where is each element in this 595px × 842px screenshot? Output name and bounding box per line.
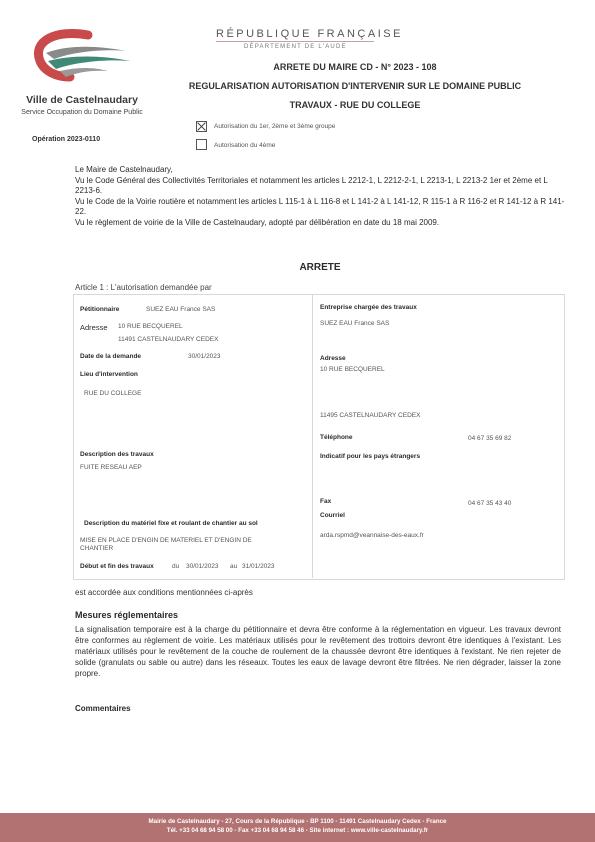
mesures-text: La signalisation temporaire est à la charge du pétitionnaire et devra être conforme à la réglementation en vigueur. Les travaux devront être conformes au règlement de voirie. Les matériaux utilisés pour le revêtement des trottoirs devront être identiques à l'existant. Les matériaux utilisés pour le revêtement de la couche de roulement de la chaussée devront être identiques à l'existant. Ne rien rejeter de solide (granulats ou sable ou autre) dans les réseaux. Toutes les eaux de lavage devront être filtrées. Ne rien dégrader, laisser la zone propre. bbox=[75, 625, 561, 678]
telephone-value: 04 67 35 69 82 bbox=[468, 435, 512, 442]
checkbox-groupe-4-label: Autorisation du 4ème bbox=[214, 142, 276, 149]
description-travaux-label: Description des travaux bbox=[80, 451, 154, 458]
adresse-line1: 10 RUE BECQUEREL bbox=[118, 323, 183, 330]
entreprise-adresse-value: 10 RUE BECQUEREL bbox=[320, 366, 385, 373]
entreprise-adresse-label: Adresse bbox=[320, 355, 346, 362]
fax-label: Fax bbox=[320, 498, 332, 505]
checkbox-groupes-1-3-label: Autorisation du 1er, 2ème et 3ème groupe bbox=[214, 123, 336, 130]
petitionnaire-label: Pétitionnaire bbox=[80, 306, 120, 313]
intro-visas bbox=[75, 165, 570, 228]
service-name: Service Occupation du Domaine Public bbox=[21, 109, 143, 116]
castelnaudary-logo bbox=[26, 27, 138, 91]
entreprise-ville: 11495 CASTELNAUDARY CEDEX bbox=[320, 412, 421, 419]
article-1: Article 1 : L'autorisation demandée par bbox=[75, 283, 212, 292]
courriel-value: arda.rspmd@veannaise-des-eaux.fr bbox=[320, 532, 424, 539]
entreprise-label: Entreprise chargée des travaux bbox=[320, 304, 417, 311]
courriel-label: Courriel bbox=[320, 512, 345, 519]
petitionnaire-value: SUEZ EAU France SAS bbox=[146, 306, 216, 313]
fin-date: 31/01/2023 bbox=[242, 563, 275, 570]
checkbox-groupe-4[interactable] bbox=[196, 139, 207, 150]
telephone-label: Téléphone bbox=[320, 434, 353, 441]
debut-date: 30/01/2023 bbox=[186, 563, 219, 570]
accordee-text: est accordée aux conditions mentionnées ci-après bbox=[75, 588, 253, 597]
arrete-number-title: ARRETE DU MAIRE CD - N° 2023 - 108 bbox=[273, 62, 437, 72]
republique-underline bbox=[216, 41, 374, 42]
logo-green-swoosh bbox=[48, 57, 130, 70]
fin-prefix: au bbox=[230, 563, 238, 570]
fax-value: 04 67 35 43 40 bbox=[468, 500, 512, 507]
regularisation-title: REGULARISATION AUTORISATION D'INTERVENIR SUR LE DOMAINE PUBLIC bbox=[188, 81, 522, 91]
lieu-intervention-label: Lieu d'intervention bbox=[80, 371, 138, 378]
adresse-line2: 11491 CASTELNAUDARY CEDEX bbox=[118, 336, 219, 343]
frame-divider bbox=[312, 294, 313, 578]
materiel-label: Description du matériel fixe et roulant de chantier au sol bbox=[84, 520, 258, 527]
debut-fin-label: Début et fin des travaux bbox=[80, 563, 154, 570]
intro-voirie: Vu le Code de la Voirie routière et notamment les articles L 115-1 à L 116-8 et L 141-2 à L 141-12, R 115-1 à R 116-2 et R 141-12 à R 141-22. bbox=[75, 196, 565, 216]
checkbox-groupes-1-3[interactable] bbox=[196, 121, 207, 132]
mesures-heading: Mesures réglementaires bbox=[75, 610, 179, 620]
indicatif-label: Indicatif pour les pays étrangers bbox=[320, 453, 421, 460]
intro-maire: Le Maire de Castelnaudary, bbox=[75, 165, 173, 174]
operation-number: Opération 2023-0110 bbox=[32, 136, 101, 143]
materiel-value: MISE EN PLACE D'ENGIN DE MATERIEL ET D'ENGIN DE CHANTIER bbox=[80, 537, 252, 552]
departement: DÉPARTEMENT DE L'AUDE bbox=[244, 44, 347, 50]
intro-reglement: Vu le règlement de voirie de la Ville de Castelnaudary, adopté par délibération en date du 18 mai 2009. bbox=[75, 217, 440, 227]
date-demande-value: 30/01/2023 bbox=[188, 353, 221, 360]
adresse-label: Adresse bbox=[80, 323, 108, 332]
intro-cgct: Vu le Code Général des Collectivités Territoriales et notamment les articles L 2212-1, L 2212-2-1, L 2213-1, L 2213-2 1er et 2ème et L 2213-6. bbox=[75, 175, 548, 195]
debut-prefix: du bbox=[172, 563, 180, 570]
republique-francaise: RÉPUBLIQUE FRANÇAISE bbox=[216, 28, 403, 40]
lieu-intervention-value: RUE DU COLLEGE bbox=[84, 390, 142, 397]
ville-name: Ville de Castelnaudary bbox=[26, 94, 138, 106]
arrete-heading: ARRETE bbox=[299, 262, 341, 273]
footer-address: Mairie de Castelnaudary - 27, Cours de la République - BP 1100 - 11491 Castelnaudary Cedex - France bbox=[148, 818, 447, 825]
description-travaux-value: FUITE RESEAU AEP bbox=[80, 464, 142, 471]
date-demande-label: Date de la demande bbox=[80, 353, 142, 360]
travaux-title: TRAVAUX - RUE DU COLLEGE bbox=[289, 100, 421, 110]
footer-contact: Tél. +33 04 68 94 58 00 - Fax +33 04 68 94 58 46 - Site internet : www.ville-castelnaudary.fr bbox=[166, 827, 429, 834]
entreprise-value: SUEZ EAU France SAS bbox=[320, 320, 390, 327]
commentaires-heading: Commentaires bbox=[75, 704, 131, 713]
logo-grey-swoosh-2 bbox=[60, 68, 108, 77]
